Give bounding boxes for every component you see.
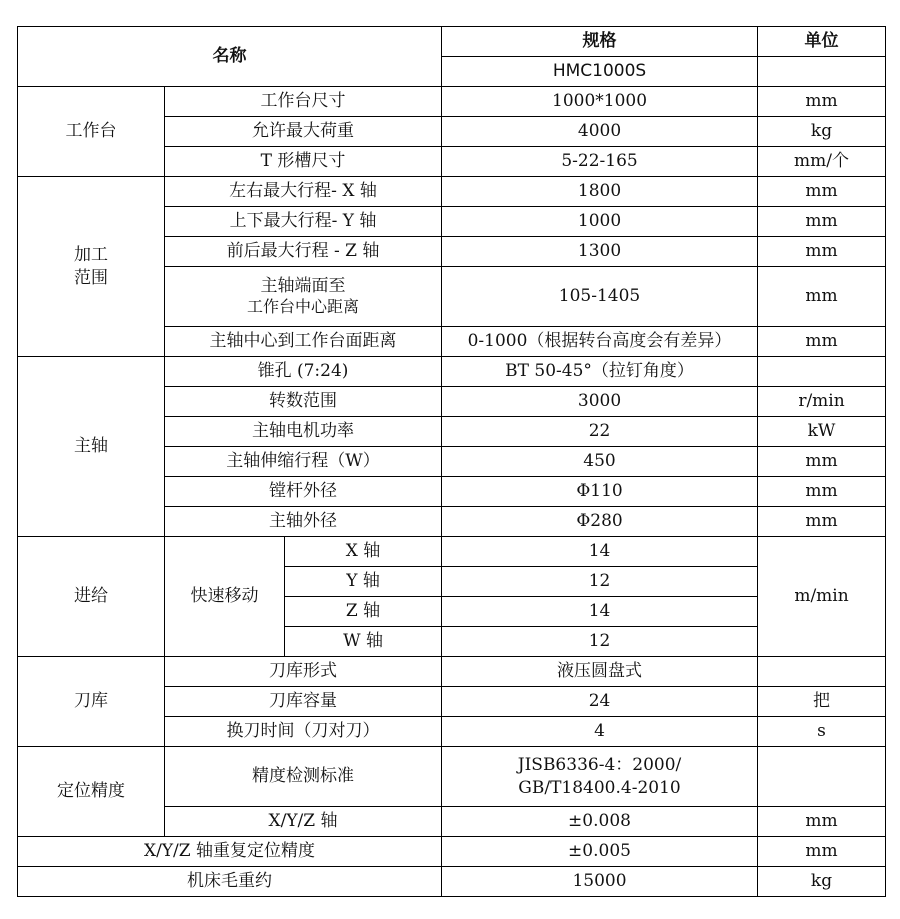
header-spec: 规格 bbox=[442, 27, 758, 57]
row-label: 左右最大行程- X 轴 bbox=[165, 177, 442, 207]
row-unit: s bbox=[758, 717, 886, 747]
row-value: 1000*1000 bbox=[442, 87, 758, 117]
group-accuracy: 定位精度 bbox=[18, 747, 165, 837]
row-value: 4000 bbox=[442, 117, 758, 147]
row-unit bbox=[758, 657, 886, 687]
row-value: 液压圆盘式 bbox=[442, 657, 758, 687]
row-label: 锥孔 (7:24) bbox=[165, 357, 442, 387]
row-unit: kW bbox=[758, 417, 886, 447]
row-unit: mm bbox=[758, 837, 886, 867]
header-name: 名称 bbox=[18, 27, 442, 87]
row-value: 1800 bbox=[442, 177, 758, 207]
row-unit: mm bbox=[758, 507, 886, 537]
row-value: 1000 bbox=[442, 207, 758, 237]
row-unit: 把 bbox=[758, 687, 886, 717]
row-value: 3000 bbox=[442, 387, 758, 417]
row-unit: r/min bbox=[758, 387, 886, 417]
row-unit: mm bbox=[758, 237, 886, 267]
accuracy-standard-line2: GB/T18400.4-2010 bbox=[518, 777, 681, 798]
row-unit: mm bbox=[758, 807, 886, 837]
row-value: ±0.005 bbox=[442, 837, 758, 867]
row-unit: mm bbox=[758, 87, 886, 117]
group-feed: 进给 bbox=[18, 537, 165, 657]
row-label: 允许最大荷重 bbox=[165, 117, 442, 147]
feed-axis: Y 轴 bbox=[285, 567, 442, 597]
row-value: 5-22-165 bbox=[442, 147, 758, 177]
row-unit bbox=[758, 747, 886, 807]
row-label: 换刀时间（刀对刀） bbox=[165, 717, 442, 747]
row-label: 主轴伸缩行程（W） bbox=[165, 447, 442, 477]
row-label: 精度检测标准 bbox=[165, 747, 442, 807]
row-value: 24 bbox=[442, 687, 758, 717]
row-value: 0-1000（根据转台高度会有差异） bbox=[442, 327, 758, 357]
row-unit bbox=[758, 357, 886, 387]
feed-unit: m/min bbox=[758, 537, 886, 657]
spindle-end-line2: 工作台中心距离 bbox=[247, 297, 360, 317]
accuracy-standard-line1: JISB6336-4：2000/ bbox=[517, 755, 682, 776]
spindle-end-label bbox=[165, 267, 442, 327]
row-unit: kg bbox=[758, 867, 886, 897]
row-unit: mm bbox=[758, 327, 886, 357]
header-unit: 单位 bbox=[758, 27, 886, 57]
row-value: ±0.008 bbox=[442, 807, 758, 837]
row-value: 22 bbox=[442, 417, 758, 447]
row-value: 4 bbox=[442, 717, 758, 747]
row-unit: mm bbox=[758, 207, 886, 237]
group-machining-line2: 范围 bbox=[74, 267, 108, 288]
row-unit: mm bbox=[758, 267, 886, 327]
row-value: 12 bbox=[442, 627, 758, 657]
accuracy-standard-value bbox=[442, 747, 758, 807]
row-value: 14 bbox=[442, 537, 758, 567]
row-value: BT 50-45°（拉钉角度） bbox=[442, 357, 758, 387]
row-label: 转数范围 bbox=[165, 387, 442, 417]
model-unit bbox=[758, 57, 886, 87]
row-label: T 形槽尺寸 bbox=[165, 147, 442, 177]
row-label: 机床毛重约 bbox=[18, 867, 442, 897]
row-label: 上下最大行程- Y 轴 bbox=[165, 207, 442, 237]
row-unit: mm bbox=[758, 177, 886, 207]
group-spindle: 主轴 bbox=[18, 357, 165, 537]
row-unit: mm/个 bbox=[758, 147, 886, 177]
feed-rapid: 快速移动 bbox=[165, 537, 285, 657]
row-label: 刀库形式 bbox=[165, 657, 442, 687]
row-value: 12 bbox=[442, 567, 758, 597]
feed-axis: W 轴 bbox=[285, 627, 442, 657]
row-label: X/Y/Z 轴重复定位精度 bbox=[18, 837, 442, 867]
row-value: 450 bbox=[442, 447, 758, 477]
row-value: 14 bbox=[442, 597, 758, 627]
row-unit: mm bbox=[758, 447, 886, 477]
spec-table bbox=[17, 26, 886, 897]
row-label: 刀库容量 bbox=[165, 687, 442, 717]
row-label: 前后最大行程 - Z 轴 bbox=[165, 237, 442, 267]
row-label: X/Y/Z 轴 bbox=[165, 807, 442, 837]
row-value: 15000 bbox=[442, 867, 758, 897]
row-value: Φ110 bbox=[442, 477, 758, 507]
row-label: 镗杆外径 bbox=[165, 477, 442, 507]
row-unit: mm bbox=[758, 477, 886, 507]
row-label: 主轴中心到工作台面距离 bbox=[165, 327, 442, 357]
row-value: 105-1405 bbox=[442, 267, 758, 327]
group-machining-line1: 加工 bbox=[74, 245, 108, 266]
group-toolmag: 刀库 bbox=[18, 657, 165, 747]
row-unit: kg bbox=[758, 117, 886, 147]
row-value: 1300 bbox=[442, 237, 758, 267]
row-label: 主轴电机功率 bbox=[165, 417, 442, 447]
model-value: HMC1000S bbox=[442, 57, 758, 87]
group-workbench: 工作台 bbox=[18, 87, 165, 177]
row-label: 工作台尺寸 bbox=[165, 87, 442, 117]
spindle-end-line1: 主轴端面至 bbox=[260, 276, 346, 297]
row-value: Φ280 bbox=[442, 507, 758, 537]
group-machining bbox=[18, 177, 165, 357]
row-label: 主轴外径 bbox=[165, 507, 442, 537]
feed-axis: X 轴 bbox=[285, 537, 442, 567]
feed-axis: Z 轴 bbox=[285, 597, 442, 627]
